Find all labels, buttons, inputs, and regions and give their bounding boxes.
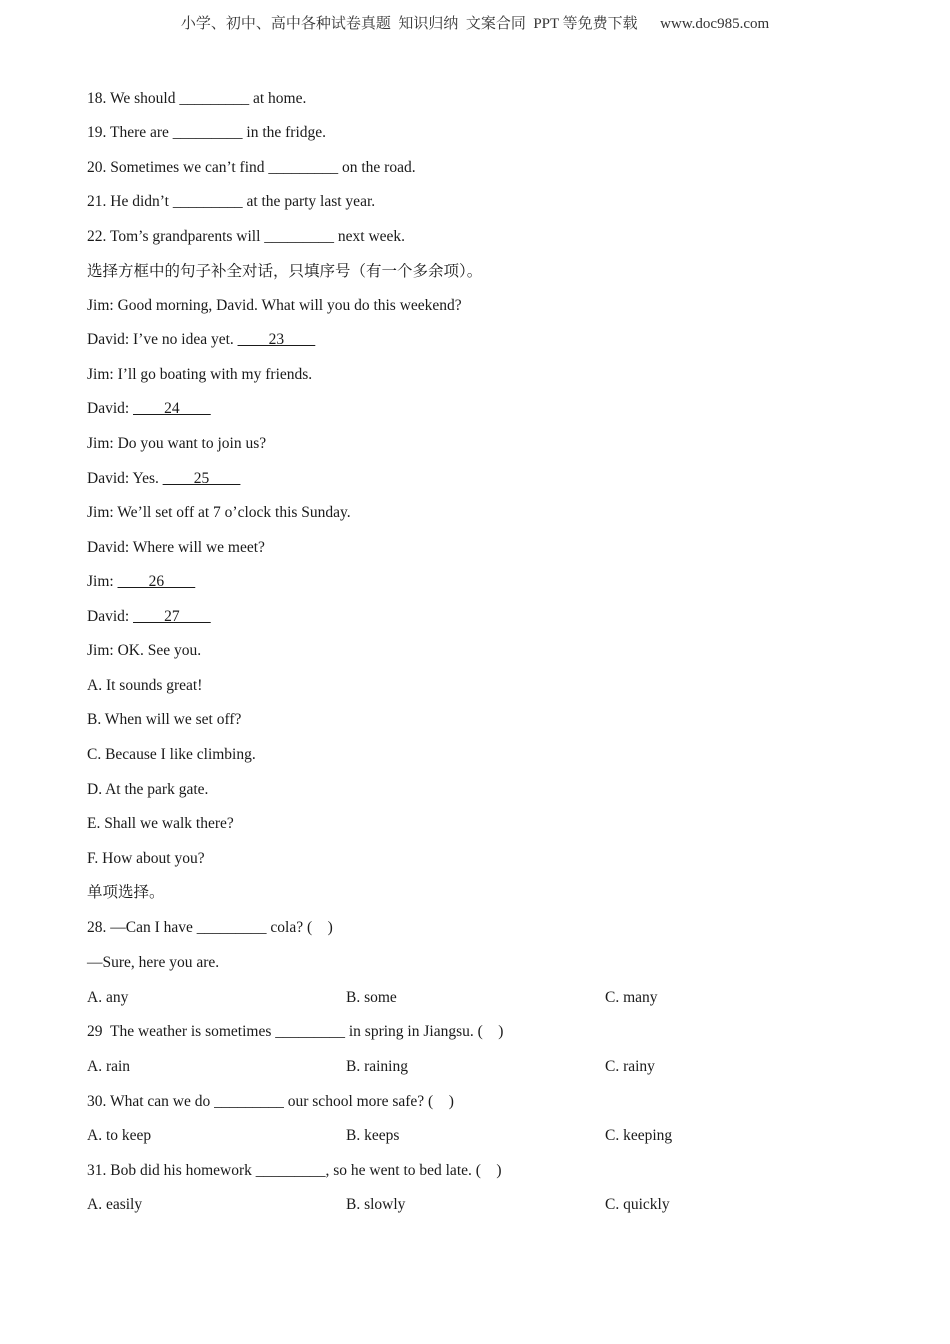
- dialogue-option: D. At the park gate.: [87, 781, 209, 798]
- q29-option-c: C. rainy: [605, 1058, 655, 1075]
- q30-option-a: A. to keep: [87, 1127, 152, 1144]
- q31-option-a: A. easily: [87, 1196, 143, 1213]
- dialogue-line: Jim: ____26____: [87, 573, 196, 590]
- question-30: 30. What can we do _________ our school more safe? ( ): [87, 1093, 454, 1110]
- blank-25: ____25____: [162, 470, 241, 487]
- mc-instruction: 单项选择。: [87, 884, 165, 901]
- q29-option-b: B. raining: [346, 1058, 408, 1075]
- dialogue-line: Jim: I’ll go boating with my friends.: [87, 366, 313, 383]
- q31-option-c: C. quickly: [605, 1196, 670, 1213]
- question-28-reply: —Sure, here you are.: [87, 954, 220, 971]
- blank-27: ____27____: [133, 608, 211, 625]
- dialogue-line: David: Where will we meet?: [87, 539, 265, 556]
- dialogue-line: David: I’ve no idea yet. ____23____: [87, 331, 316, 348]
- question-21: 21. He didn’t _________ at the party last year.: [87, 193, 376, 210]
- page-header: 小学、初中、高中各种试卷真题 知识归纳 文案合同 PPT 等免费下载 www.doc985.com: [180, 16, 770, 32]
- dialogue-instruction: 选择方框中的句子补全对话，只填序号（有一个多余项）。: [87, 263, 483, 280]
- dialogue-line: Jim: OK. See you.: [87, 642, 202, 659]
- dialogue-option: C. Because I like climbing.: [87, 746, 256, 763]
- q30-option-c: C. keeping: [605, 1127, 673, 1144]
- question-20: 20. Sometimes we can’t find _________ on the road.: [87, 159, 416, 176]
- q31-option-b: B. slowly: [346, 1196, 406, 1213]
- dialogue-option: F. How about you?: [87, 850, 205, 867]
- dialogue-line: Jim: Good morning, David. What will you do this weekend?: [87, 297, 462, 314]
- question-28: 28. —Can I have _________ cola? ( ): [87, 919, 333, 936]
- question-19: 19. There are _________ in the fridge.: [87, 124, 327, 141]
- q29-option-a: A. rain: [87, 1058, 131, 1075]
- question-31: 31. Bob did his homework _________, so he went to bed late. ( ): [87, 1162, 502, 1179]
- dialogue-line: Jim: We’ll set off at 7 o’clock this Sunday.: [87, 504, 351, 521]
- q30-option-b: B. keeps: [346, 1127, 400, 1144]
- q28-option-a: A. any: [87, 989, 129, 1006]
- q28-option-b: B. some: [346, 989, 397, 1006]
- dialogue-line: David: ____24____: [87, 400, 211, 417]
- q28-option-c: C. many: [605, 989, 658, 1006]
- dialogue-line: David: ____27____: [87, 608, 211, 625]
- blank-24: ____24____: [133, 400, 211, 417]
- dialogue-option: B. When will we set off?: [87, 711, 242, 728]
- blank-26: ____26____: [117, 573, 196, 590]
- question-22: 22. Tom’s grandparents will _________ next week.: [87, 228, 406, 245]
- dialogue-line: Jim: Do you want to join us?: [87, 435, 267, 452]
- dialogue-option: A. It sounds great!: [87, 677, 203, 694]
- dialogue-line: David: Yes. ____25____: [87, 470, 241, 487]
- blank-23: ____23____: [237, 331, 316, 348]
- question-18: 18. We should _________ at home.: [87, 90, 307, 107]
- dialogue-option: E. Shall we walk there?: [87, 815, 234, 832]
- question-29: 29 The weather is sometimes _________ in spring in Jiangsu. ( ): [87, 1023, 504, 1040]
